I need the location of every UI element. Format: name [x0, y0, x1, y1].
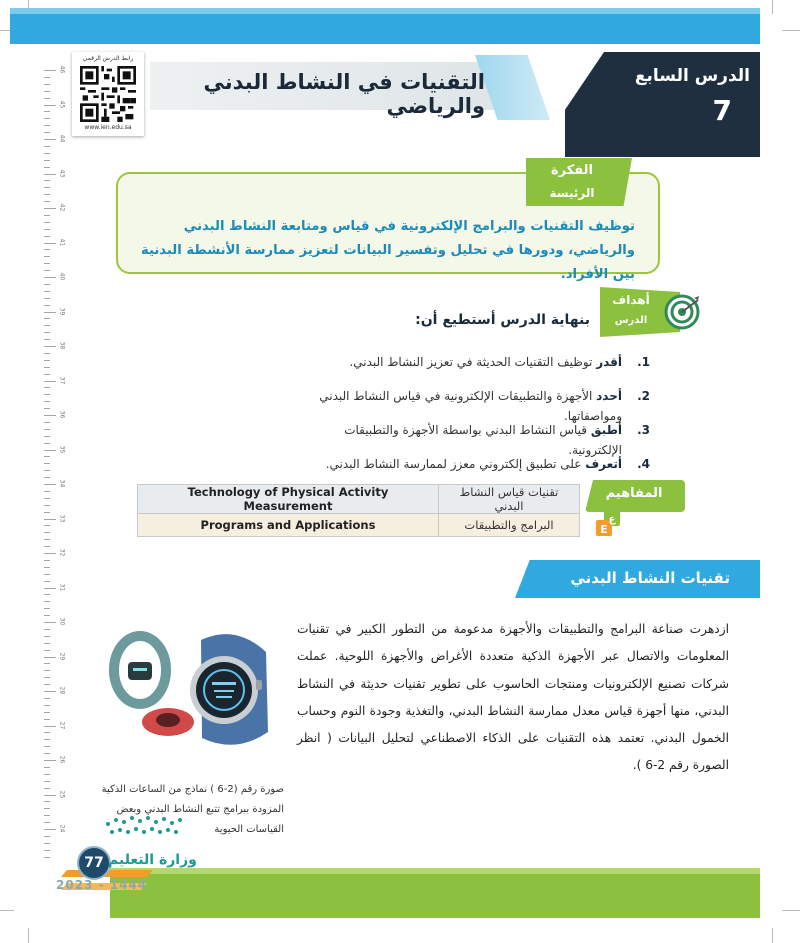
figure-caption: صورة رقم (2-6 ) نماذج من الساعات الذكية المزودة ببرامج تتبع النشاط البدني وبعض القياسات الحيوية	[101, 784, 284, 835]
concepts-table	[137, 484, 580, 537]
ruler-tick	[44, 601, 50, 602]
ruler-tick	[44, 608, 50, 609]
item-number: 3.	[637, 423, 650, 437]
ruler-tick	[44, 456, 50, 457]
item-text: قياس النشاط البدني بواسطة الأجهزة والتطبيقات الإلكترونية.	[344, 423, 622, 457]
ruler-tick	[44, 298, 50, 299]
ruler-tick	[44, 318, 50, 319]
objectives-heading: بنهاية الدرس أستطيع أن:	[415, 312, 590, 328]
ruler-tick	[44, 201, 50, 202]
item-number: 4.	[637, 457, 650, 471]
ruler-tick	[44, 657, 56, 658]
ruler-tick	[44, 774, 50, 775]
ruler-tick	[44, 222, 50, 223]
ruler-tick	[44, 519, 56, 520]
ruler-tick	[44, 422, 50, 423]
ruler-tick	[44, 588, 56, 589]
ruler-tick	[44, 822, 50, 823]
ruler-tick	[44, 574, 50, 575]
ruler-tick	[44, 663, 50, 664]
ruler-tick	[44, 463, 50, 464]
ruler-tick	[44, 450, 56, 451]
ruler-tick	[44, 594, 50, 595]
ruler-tick	[44, 387, 50, 388]
footer-bar	[110, 868, 760, 918]
ruler-number: 27	[58, 721, 66, 729]
ruler-tick	[44, 636, 50, 637]
ruler-tick	[44, 346, 56, 347]
ruler-tick	[44, 560, 50, 561]
ruler-tick	[44, 712, 50, 713]
ruler-tick	[44, 132, 50, 133]
ruler-number: 25	[58, 790, 66, 798]
main-idea-text: توظيف التقنيات والبرامج الإلكترونية في قياس ومتابعة النشاط البدني والرياضي، ودورها في تحليل وتفسير البيانات لتعزيز ممارسة الأنشطة البدنية بين الأفراد.	[140, 219, 635, 282]
ruler-tick	[44, 118, 50, 119]
ruler-number: 35	[58, 445, 66, 453]
ruler-tick	[44, 498, 50, 499]
item-text: على تطبيق إلكتروني معزز لممارسة النشاط البدني.	[325, 457, 586, 471]
ruler-tick	[44, 698, 50, 699]
ruler-tick	[44, 829, 56, 830]
title-decoration	[475, 55, 550, 120]
ruler-tick	[44, 360, 50, 361]
section-body: ازدهرت صناعة البرامج والتطبيقات والأجهزة مدعومة من التطور الكبير في تقنيات المعلومات والاتصال عبر الأجهزة الذكية متعددة الأغراض والأجهزة اللوحية. عملت شركات تصنيع الإلكترونيات ومنتجات الحاسوب على تطوير تقنيات حديثة في النشاط البدني، منها أجهزة قياس معدل ممارسة النشاط البدني، والتغذية وجودة النوم وحساب الخمول البدني. تعتمد هذه التقنيات على الذكاء الاصطناعي لتحليل البيانات ( انظر الصورة رقم 2-6 ).	[297, 622, 729, 773]
ruler-tick	[44, 429, 50, 430]
ruler-number: 40	[58, 272, 66, 281]
ruler-tick	[44, 277, 56, 278]
crop-mark	[772, 0, 773, 14]
ruler-tick	[44, 91, 50, 92]
crop-mark	[782, 910, 800, 911]
ruler-tick	[44, 795, 56, 796]
main-idea-tab-label: الفكرة	[550, 163, 593, 178]
ruler-number: 37	[58, 376, 66, 384]
lesson-label: الدرس السابع	[634, 66, 750, 86]
ruler-tick	[44, 746, 50, 747]
ruler-tick	[44, 174, 56, 175]
ruler-tick	[44, 726, 56, 727]
ruler-tick	[44, 836, 50, 837]
ruler-tick	[44, 781, 50, 782]
ruler-tick	[44, 857, 50, 858]
ruler-tick	[44, 325, 50, 326]
ruler-tick	[44, 187, 50, 188]
ruler-tick	[44, 443, 50, 444]
ruler-number: 29	[58, 652, 66, 660]
smartwatch-illustration	[106, 622, 284, 757]
ruler-number: 43	[58, 169, 66, 177]
table-row	[138, 514, 580, 537]
crop-mark	[782, 30, 800, 31]
ruler-number: 34	[58, 479, 66, 488]
ruler-tick	[44, 629, 50, 630]
ruler-tick	[44, 312, 56, 313]
ruler-tick	[44, 243, 56, 244]
page-number: 77	[77, 846, 111, 880]
ruler-tick	[44, 77, 50, 78]
crop-mark	[772, 928, 773, 943]
ruler-number: 41	[58, 238, 66, 246]
item-number: 1.	[637, 355, 650, 369]
ruler-tick	[44, 643, 50, 644]
footer-bar-highlight	[110, 868, 760, 874]
ruler-number: 32	[58, 548, 66, 557]
ruler-number: 39	[58, 307, 66, 315]
ruler-tick	[44, 546, 50, 547]
ruler-tick	[44, 532, 50, 533]
ruler-tick	[44, 401, 50, 402]
ruler-tick	[44, 677, 50, 678]
ruler-number: 46	[58, 65, 66, 74]
lesson-title: التقنيات في النشاط البدني والرياضي	[203, 70, 485, 118]
ruler-number: 24	[58, 824, 66, 833]
ruler-tick	[44, 505, 50, 506]
ruler-tick	[44, 394, 50, 395]
side-ruler	[44, 52, 66, 832]
top-banner-highlight	[10, 8, 760, 14]
qr-url[interactable]: www.ien.edu.sa	[84, 124, 132, 131]
item-verb: أحدد	[596, 389, 622, 403]
ruler-tick	[44, 477, 50, 478]
ruler-tick	[44, 105, 56, 106]
main-idea-tab-label-2: الرئيسة	[549, 186, 595, 200]
ruler-tick	[44, 125, 50, 126]
ruler-tick	[44, 70, 56, 71]
ruler-tick	[44, 236, 50, 237]
concept-ar: تقنيات قياس النشاط البدني	[439, 485, 580, 514]
concept-en: Programs and Applications	[138, 514, 439, 537]
list-item	[300, 386, 650, 423]
ruler-tick	[44, 98, 50, 99]
item-text: توظيف التقنيات الحديثة في تعزيز النشاط البدني.	[349, 355, 597, 369]
qr-code-icon[interactable]	[80, 66, 136, 122]
crop-mark	[28, 928, 29, 943]
ruler-tick	[44, 291, 50, 292]
objectives-badge-label-2: الدرس	[614, 315, 648, 326]
ruler-tick	[44, 815, 50, 816]
icon-letter-en: E	[600, 523, 608, 536]
ruler-number: 38	[58, 341, 66, 350]
ruler-tick	[44, 484, 56, 485]
ruler-tick	[44, 808, 50, 809]
objectives-badge-label: أهداف	[612, 293, 650, 307]
ruler-tick	[44, 732, 50, 733]
ruler-tick	[44, 408, 50, 409]
target-icon	[664, 294, 700, 330]
lesson-number: 7	[712, 94, 732, 127]
ruler-tick	[44, 305, 50, 306]
ministry-logo-icon	[98, 812, 188, 842]
ruler-number: 33	[58, 514, 66, 522]
ruler-tick	[44, 684, 50, 685]
ruler-number: 44	[58, 134, 66, 143]
ruler-number: 28	[58, 686, 66, 695]
item-number: 2.	[637, 389, 650, 403]
ruler-tick	[44, 581, 50, 582]
ruler-tick	[44, 180, 50, 181]
ruler-tick	[44, 553, 56, 554]
ruler-tick	[44, 84, 50, 85]
table-row	[138, 485, 580, 514]
item-verb: أطبق	[590, 423, 622, 437]
language-icon	[594, 508, 626, 538]
ministry-name: وزارة التعليم	[108, 852, 197, 868]
ruler-tick	[44, 249, 50, 250]
ruler-tick	[44, 194, 50, 195]
ruler-tick	[44, 850, 50, 851]
icon-letter-ar: ع	[608, 514, 616, 525]
ruler-tick	[44, 208, 56, 209]
ruler-number: 26	[58, 755, 66, 764]
ruler-tick	[44, 374, 50, 375]
objectives-list	[300, 352, 650, 488]
qr-caption: رابط الدرس الرقمي	[82, 55, 134, 62]
list-item	[300, 352, 650, 386]
ruler-tick	[44, 705, 50, 706]
ruler-tick	[44, 167, 50, 168]
ruler-tick	[44, 719, 50, 720]
ruler-tick	[44, 801, 50, 802]
ruler-tick	[44, 215, 50, 216]
section-title: تقنيات النشاط البدني	[570, 569, 730, 587]
concepts-label: المفاهيم	[605, 486, 663, 501]
ruler-tick	[44, 339, 50, 340]
ruler-tick	[44, 353, 50, 354]
ruler-tick	[44, 284, 50, 285]
ruler-tick	[44, 470, 50, 471]
ruler-tick	[44, 263, 50, 264]
ruler-tick	[44, 111, 50, 112]
ruler-tick	[44, 512, 50, 513]
ruler-tick	[44, 739, 50, 740]
ruler-tick	[44, 270, 50, 271]
ruler-tick	[44, 843, 50, 844]
ruler-number: 30	[58, 617, 66, 626]
ruler-tick	[44, 539, 50, 540]
ruler-tick	[44, 760, 56, 761]
ruler-tick	[44, 670, 50, 671]
ruler-tick	[44, 229, 50, 230]
ruler-tick	[44, 753, 50, 754]
ruler-tick	[44, 153, 50, 154]
item-verb: أقدر	[596, 355, 622, 369]
ruler-tick	[44, 332, 50, 333]
ruler-tick	[44, 615, 50, 616]
ruler-tick	[44, 788, 50, 789]
concept-en: Technology of Physical Activity Measurement	[138, 485, 439, 514]
item-text: الأجهزة والتطبيقات الإلكترونية في قياس النشاط البدني ومواصفاتها.	[319, 389, 622, 423]
ruler-tick	[44, 491, 50, 492]
concept-ar: البرامج والتطبيقات	[439, 514, 580, 537]
ruler-tick	[44, 160, 50, 161]
ruler-number: 31	[58, 583, 66, 591]
ruler-tick	[44, 525, 50, 526]
ruler-tick	[44, 691, 56, 692]
ruler-number: 36	[58, 410, 66, 419]
ruler-tick	[44, 622, 56, 623]
ruler-number: 45	[58, 100, 66, 108]
ruler-tick	[44, 650, 50, 651]
edition-year: 2023 - 1444	[56, 878, 148, 892]
ruler-tick	[44, 415, 56, 416]
crop-mark	[0, 910, 14, 911]
ruler-tick	[44, 567, 50, 568]
ruler-tick	[44, 381, 56, 382]
ruler-tick	[44, 139, 56, 140]
list-item	[300, 420, 650, 457]
ruler-number: 42	[58, 203, 66, 212]
ruler-tick	[44, 146, 50, 147]
ruler-tick	[44, 367, 50, 368]
item-verb: أتعرف	[585, 457, 622, 471]
ruler-tick	[44, 767, 50, 768]
ruler-tick	[44, 256, 50, 257]
ruler-tick	[44, 436, 50, 437]
